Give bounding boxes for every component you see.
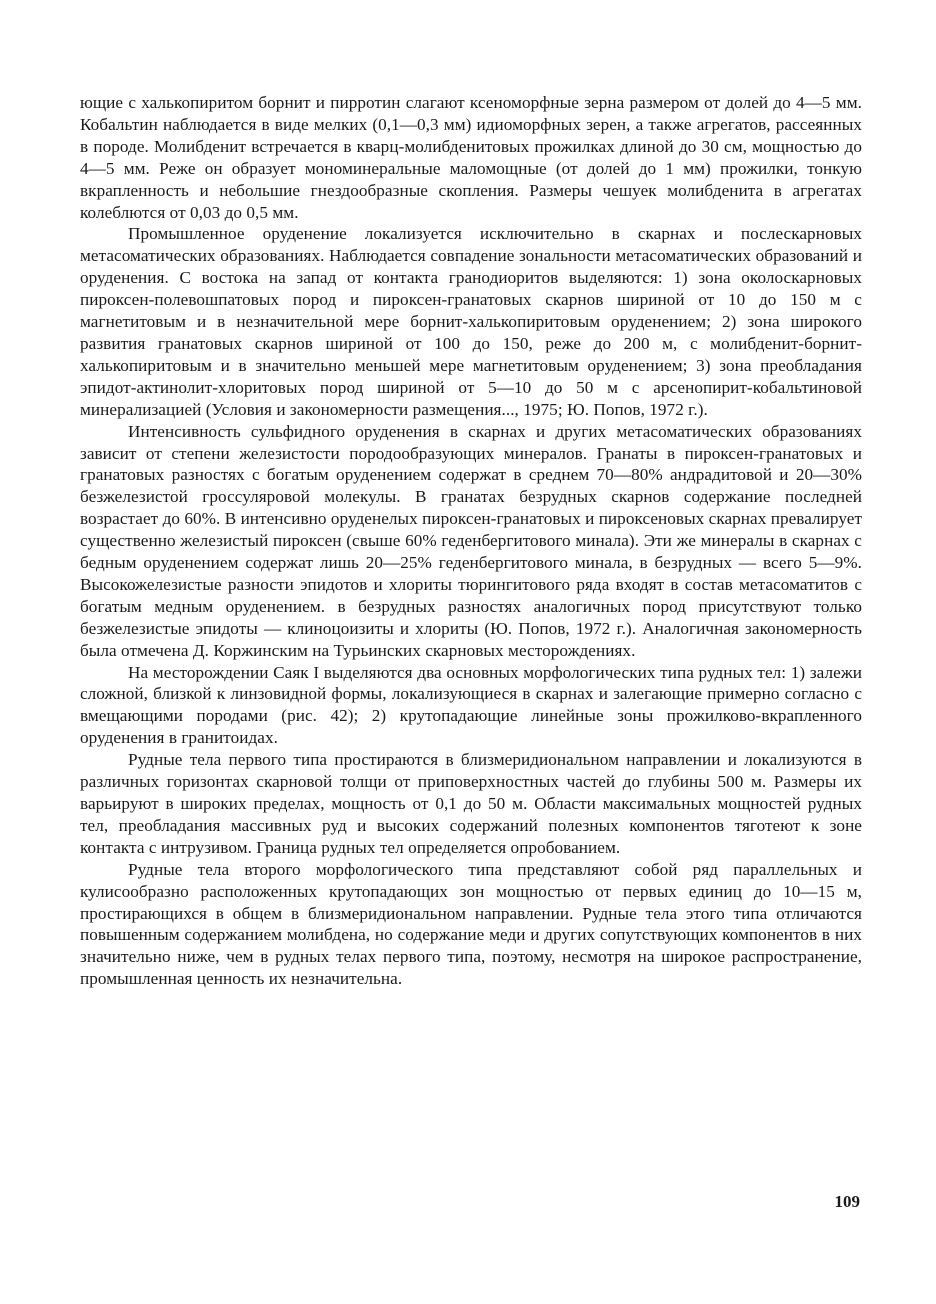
paragraph-sulfide-intensity: Интенсивность сульфидного оруденения в скарнах и других метасоматических образованиях зависит от степени железистости породообразующих минералов. Гранаты в пироксен-гранатовых и гранатовых разностях с богатым оруденением содержат в среднем 70—80% андрадитовой и 20—30% безжелезистой гроссуляровой молекулы. В гранатах безрудных скарнов содержание последней возрастает до 60%. В интенсивно оруденелых пироксен-гранатовых и пироксеновых скарнах превалирует существенно железистый пироксен (свыше 60% геденбергитового минала). Эти же минералы в скарнах с бедным оруденением содержат лишь 20—25% геденбергитового минала, в безрудных — всего 5—9%. Высокожелезистые разности эпидотов и хлориты тюрингитового ряда входят в состав метасоматитов с богатым медным оруденением. в безрудных разностях аналогичных пород присутствуют только безжелезистые эпидоты — клиноцоизиты и хлориты (Ю. Попов, 1972 г.). Аналогичная закономерность была отмечена Д. Коржинским на Турьинских скарновых месторождениях.: [80, 421, 863, 660]
paragraph-continued: ющие с халькопиритом борнит и пирротин слагают ксеноморфные зерна размером от долей до 4—5 мм. Кобальтин наблюдается в виде мелких (0,1—0,3 мм) идиоморфных зерен, а также агрегатов, рассеянных в породе. Молибденит встречается в кварц-молибденитовых прожилках длиной до 30 см, мощностью до 4—5 мм. Реже он образует мономинеральные маломощные (от долей до 1 мм) прожилки, тонкую вкрапленность и небольшие гнездообразные скопления. Размеры чешуек молибденита в агрегатах колеблются от 0,03 до 0,5 мм.: [80, 93, 862, 222]
paragraph-second-type-bodies: Рудные тела второго морфологического типа представляют собой ряд параллельных и кулисообразно расположенных крутопадающих зон мощностью от первых единиц до 10—15 м, простирающихся в общем в близмеридиональном направлении. Рудные тела этого типа отличаются повышенным содержанием молибдена, но содержание меди и других сопутствующих компонентов в них значительно ниже, чем в рудных телах первого типа, поэтому, несмотря на широкое распространение, промышленная ценность их незначительна.: [80, 859, 862, 989]
paragraph-morphological-types: На месторождении Саяк I выделяются два основных морфологических типа рудных тел: 1) залежи сложной, близкой к линзовидной формы, локализующиеся в скарнах и залегающие примерно согласно с вмещающими породами (рис. 42); 2) крутопадающие линейные зоны прожилково-вкрапленного оруденения в гранитоидах.: [80, 662, 862, 748]
page-body: [80, 92, 862, 990]
paragraph-first-type-bodies: Рудные тела первого типа простираются в близмеридиональном направлении и локализуются в различных горизонтах скарновой толщи от приповерхностных частей до глубины 500 м. Размеры их варьируют в широких пределах, мощность от 0,1 до 50 м. Области максимальных мощностей рудных тел, преобладания массивных руд и высоких содержаний полезных компонентов тяготеют к зоне контакта с интрузивом. Граница рудных тел определяется опробованием.: [80, 750, 862, 857]
paragraph-ore-zoning: Промышленное оруденение локализуется исключительно в скарнах и послескарновых метасоматических образованиях. Наблюдается совпадение зональности метасоматических образований и оруденения. С востока на запад от контакта гранодиоритов выделяются: 1) зона околоскарновых пироксен-полевошпатовых пород и пироксен-гранатовых скарнов шириной от 10 до 150 м с магнетитовым и в незначительной мере борнит-халькопиритовым оруденением; 2) зона широкого развития гранатовых скарнов шириной от 100 до 150, реже до 200 м, с молибденит-борнит-халькопиритовым и в значительно меньшей мере магнетитовым оруденением; 3) зона преобладания эпидот-актинолит-хлоритовых пород шириной от 5—10 до 50 м с арсенопирит-кобальтиновой минерализацией (Условия и закономерности размещения..., 1975; Ю. Попов, 1972 г.).: [80, 224, 862, 419]
page-number: 109: [834, 1192, 860, 1211]
